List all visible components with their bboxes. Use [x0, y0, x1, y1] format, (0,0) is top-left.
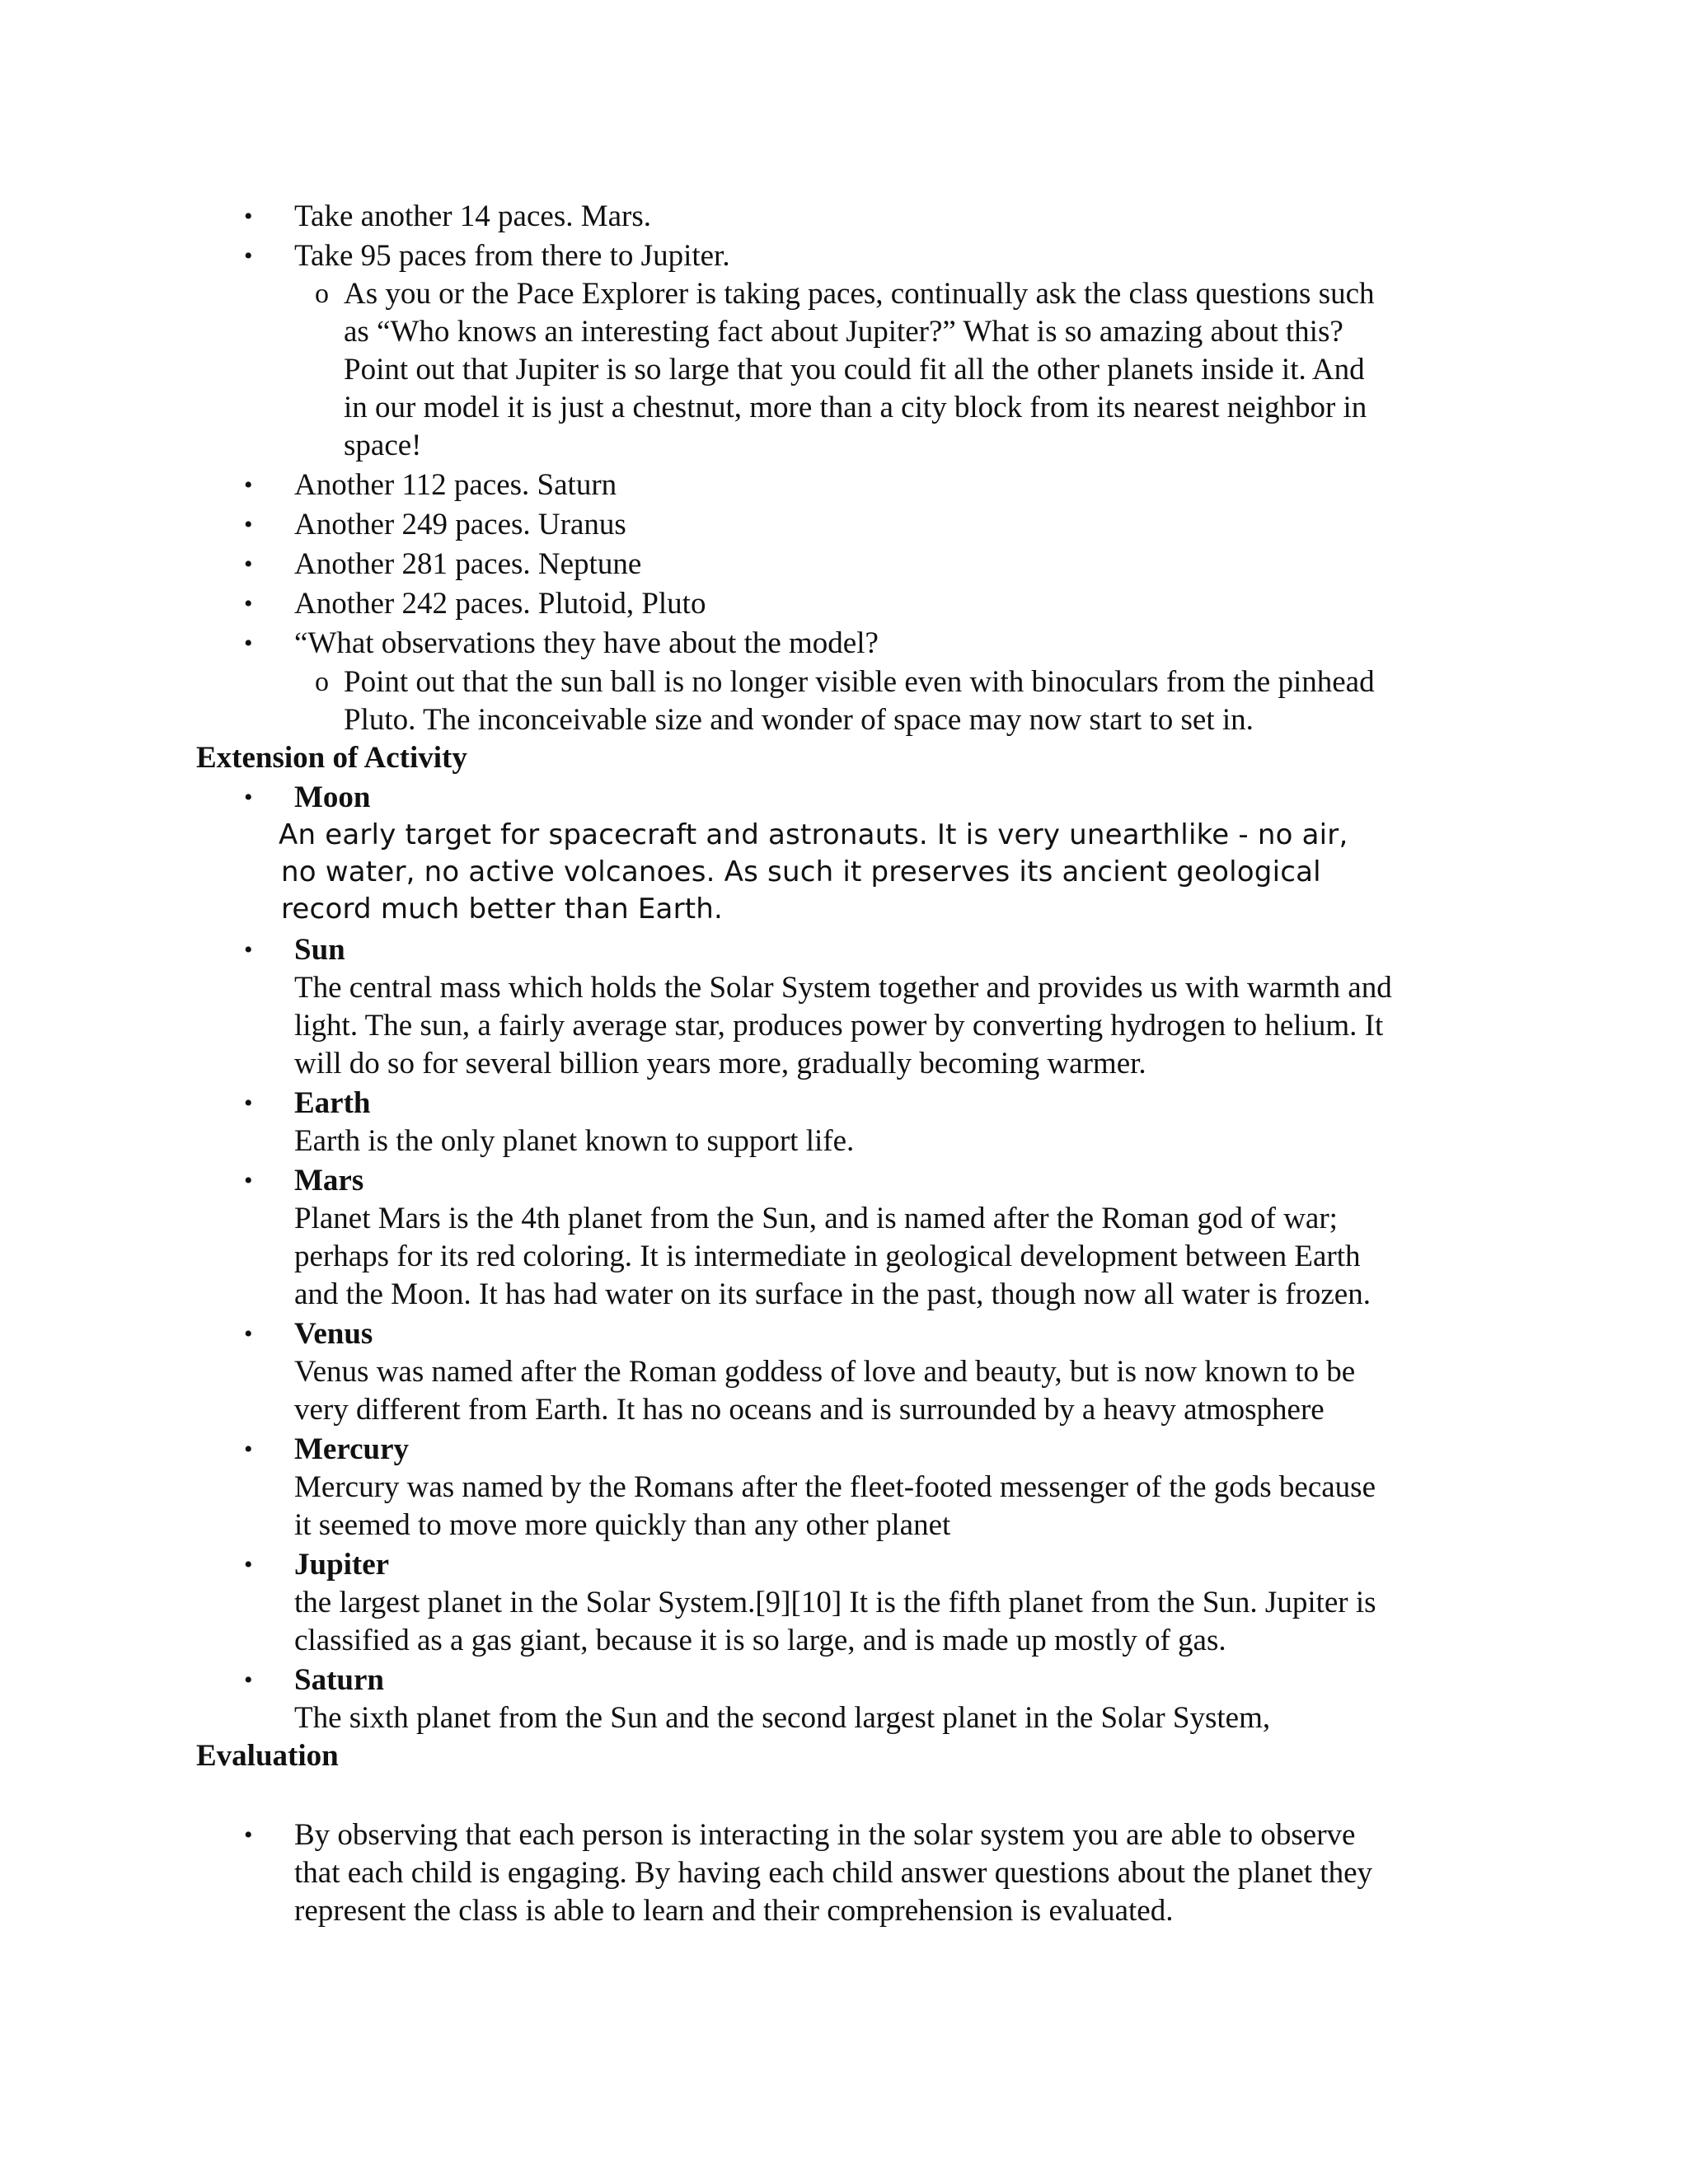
- bullet-icon: •: [244, 1551, 253, 1578]
- sun-text-line: will do so for several billion years more, gradually becoming warmer.: [294, 1047, 1146, 1080]
- bullet-icon: •: [244, 1320, 253, 1347]
- bullet-icon: •: [244, 203, 253, 230]
- mars-text-line: perhaps for its red coloring. It is intermediate in geological development between Earth: [294, 1240, 1361, 1273]
- step-jupiter: Take 95 paces from there to Jupiter.: [294, 239, 730, 273]
- venus-text-line: Venus was named after the Roman goddess of love and beauty, but is now known to be: [294, 1355, 1356, 1389]
- sun-text-line: The central mass which holds the Solar System together and provides us with warmth and: [294, 971, 1392, 1005]
- mercury-text-line: it seemed to move more quickly than any other planet: [294, 1508, 951, 1542]
- jupiter-note-line: as “Who knows an interesting fact about Jupiter?” What is so amazing about this?: [344, 315, 1343, 349]
- jupiter-text-line: classified as a gas giant, because it is so large, and is made up mostly of gas.: [294, 1624, 1226, 1657]
- mars-title: Mars: [294, 1164, 364, 1197]
- mercury-text-line: Mercury was named by the Romans after the fleet-footed messenger of the gods because: [294, 1470, 1376, 1504]
- moon-text-line: no water, no active volcanoes. As such it preserves its ancient geological: [281, 855, 1321, 888]
- mercury-title: Mercury: [294, 1432, 410, 1466]
- venus-text-line: very different from Earth. It has no oceans and is surrounded by a heavy atmosphere: [294, 1393, 1325, 1427]
- bullet-icon: •: [244, 551, 253, 578]
- jupiter-note-line: in our model it is just a chestnut, more than a city block from its nearest neighbor in: [344, 391, 1367, 424]
- sun-text-line: light. The sun, a fairly average star, produces power by converting hydrogen to helium. It: [294, 1009, 1384, 1043]
- bullet-icon: •: [244, 1167, 253, 1194]
- bullet-icon: •: [244, 590, 253, 617]
- venus-title: Venus: [294, 1317, 373, 1351]
- bullet-icon: •: [244, 936, 253, 963]
- mars-text-line: and the Moon. It has had water on its surface in the past, though now all water is frozen.: [294, 1277, 1371, 1311]
- mars-text-line: Planet Mars is the 4th planet from the Sun, and is named after the Roman god of war;: [294, 1202, 1338, 1235]
- step-observations: “What observations they have about the model?: [294, 626, 879, 660]
- bullet-icon: •: [244, 471, 253, 499]
- evaluation-text-line: that each child is engaging. By having each child answer questions about the planet they: [294, 1856, 1372, 1890]
- bullet-icon: •: [244, 630, 253, 657]
- jupiter-note-line: Point out that Jupiter is so large that you could fit all the other planets inside it. And: [344, 353, 1365, 387]
- jupiter-note-line: space!: [344, 429, 422, 462]
- evaluation-text-line: represent the class is able to learn and their comprehension is evaluated.: [294, 1894, 1174, 1928]
- evaluation-heading: Evaluation: [196, 1739, 339, 1773]
- step-saturn: Another 112 paces. Saturn: [294, 468, 617, 502]
- step-pluto: Another 242 paces. Plutoid, Pluto: [294, 587, 706, 621]
- jupiter-text-line: the largest planet in the Solar System.[9][10] It is the fifth planet from the Sun. Jupiter is: [294, 1586, 1376, 1619]
- sub-bullet-icon: o: [315, 279, 329, 309]
- saturn-text-line: The sixth planet from the Sun and the second largest planet in the Solar System,: [294, 1701, 1271, 1735]
- bullet-icon: •: [244, 242, 253, 269]
- jupiter-title: Jupiter: [294, 1548, 390, 1582]
- observations-note-line: Pluto. The inconceivable size and wonder of space may now start to set in.: [344, 703, 1254, 737]
- evaluation-text-line: By observing that each person is interacting in the solar system you are able to observe: [294, 1818, 1356, 1852]
- moon-text-line: record much better than Earth.: [281, 893, 724, 926]
- earth-text-line: Earth is the only planet known to support life.: [294, 1124, 855, 1158]
- bullet-icon: •: [244, 1436, 253, 1463]
- saturn-title: Saturn: [294, 1663, 384, 1697]
- bullet-icon: •: [244, 1666, 253, 1694]
- sun-title: Sun: [294, 933, 345, 967]
- bullet-icon: •: [244, 1821, 253, 1849]
- bullet-icon: •: [244, 784, 253, 811]
- observations-note-line: Point out that the sun ball is no longer visible even with binoculars from the pinhead: [344, 665, 1375, 699]
- extension-heading: Extension of Activity: [196, 741, 467, 775]
- earth-title: Earth: [294, 1086, 371, 1120]
- jupiter-note-line: As you or the Pace Explorer is taking paces, continually ask the class questions such: [344, 277, 1375, 311]
- step-mars: Take another 14 paces. Mars.: [294, 199, 652, 233]
- sub-bullet-icon: o: [315, 667, 329, 697]
- moon-text-line: An early target for spacecraft and astronauts. It is very unearthlike - no air,: [279, 818, 1348, 851]
- step-neptune: Another 281 paces. Neptune: [294, 547, 642, 581]
- step-uranus: Another 249 paces. Uranus: [294, 508, 626, 541]
- bullet-icon: •: [244, 511, 253, 538]
- moon-title: Moon: [294, 780, 371, 814]
- bullet-icon: •: [244, 1090, 253, 1117]
